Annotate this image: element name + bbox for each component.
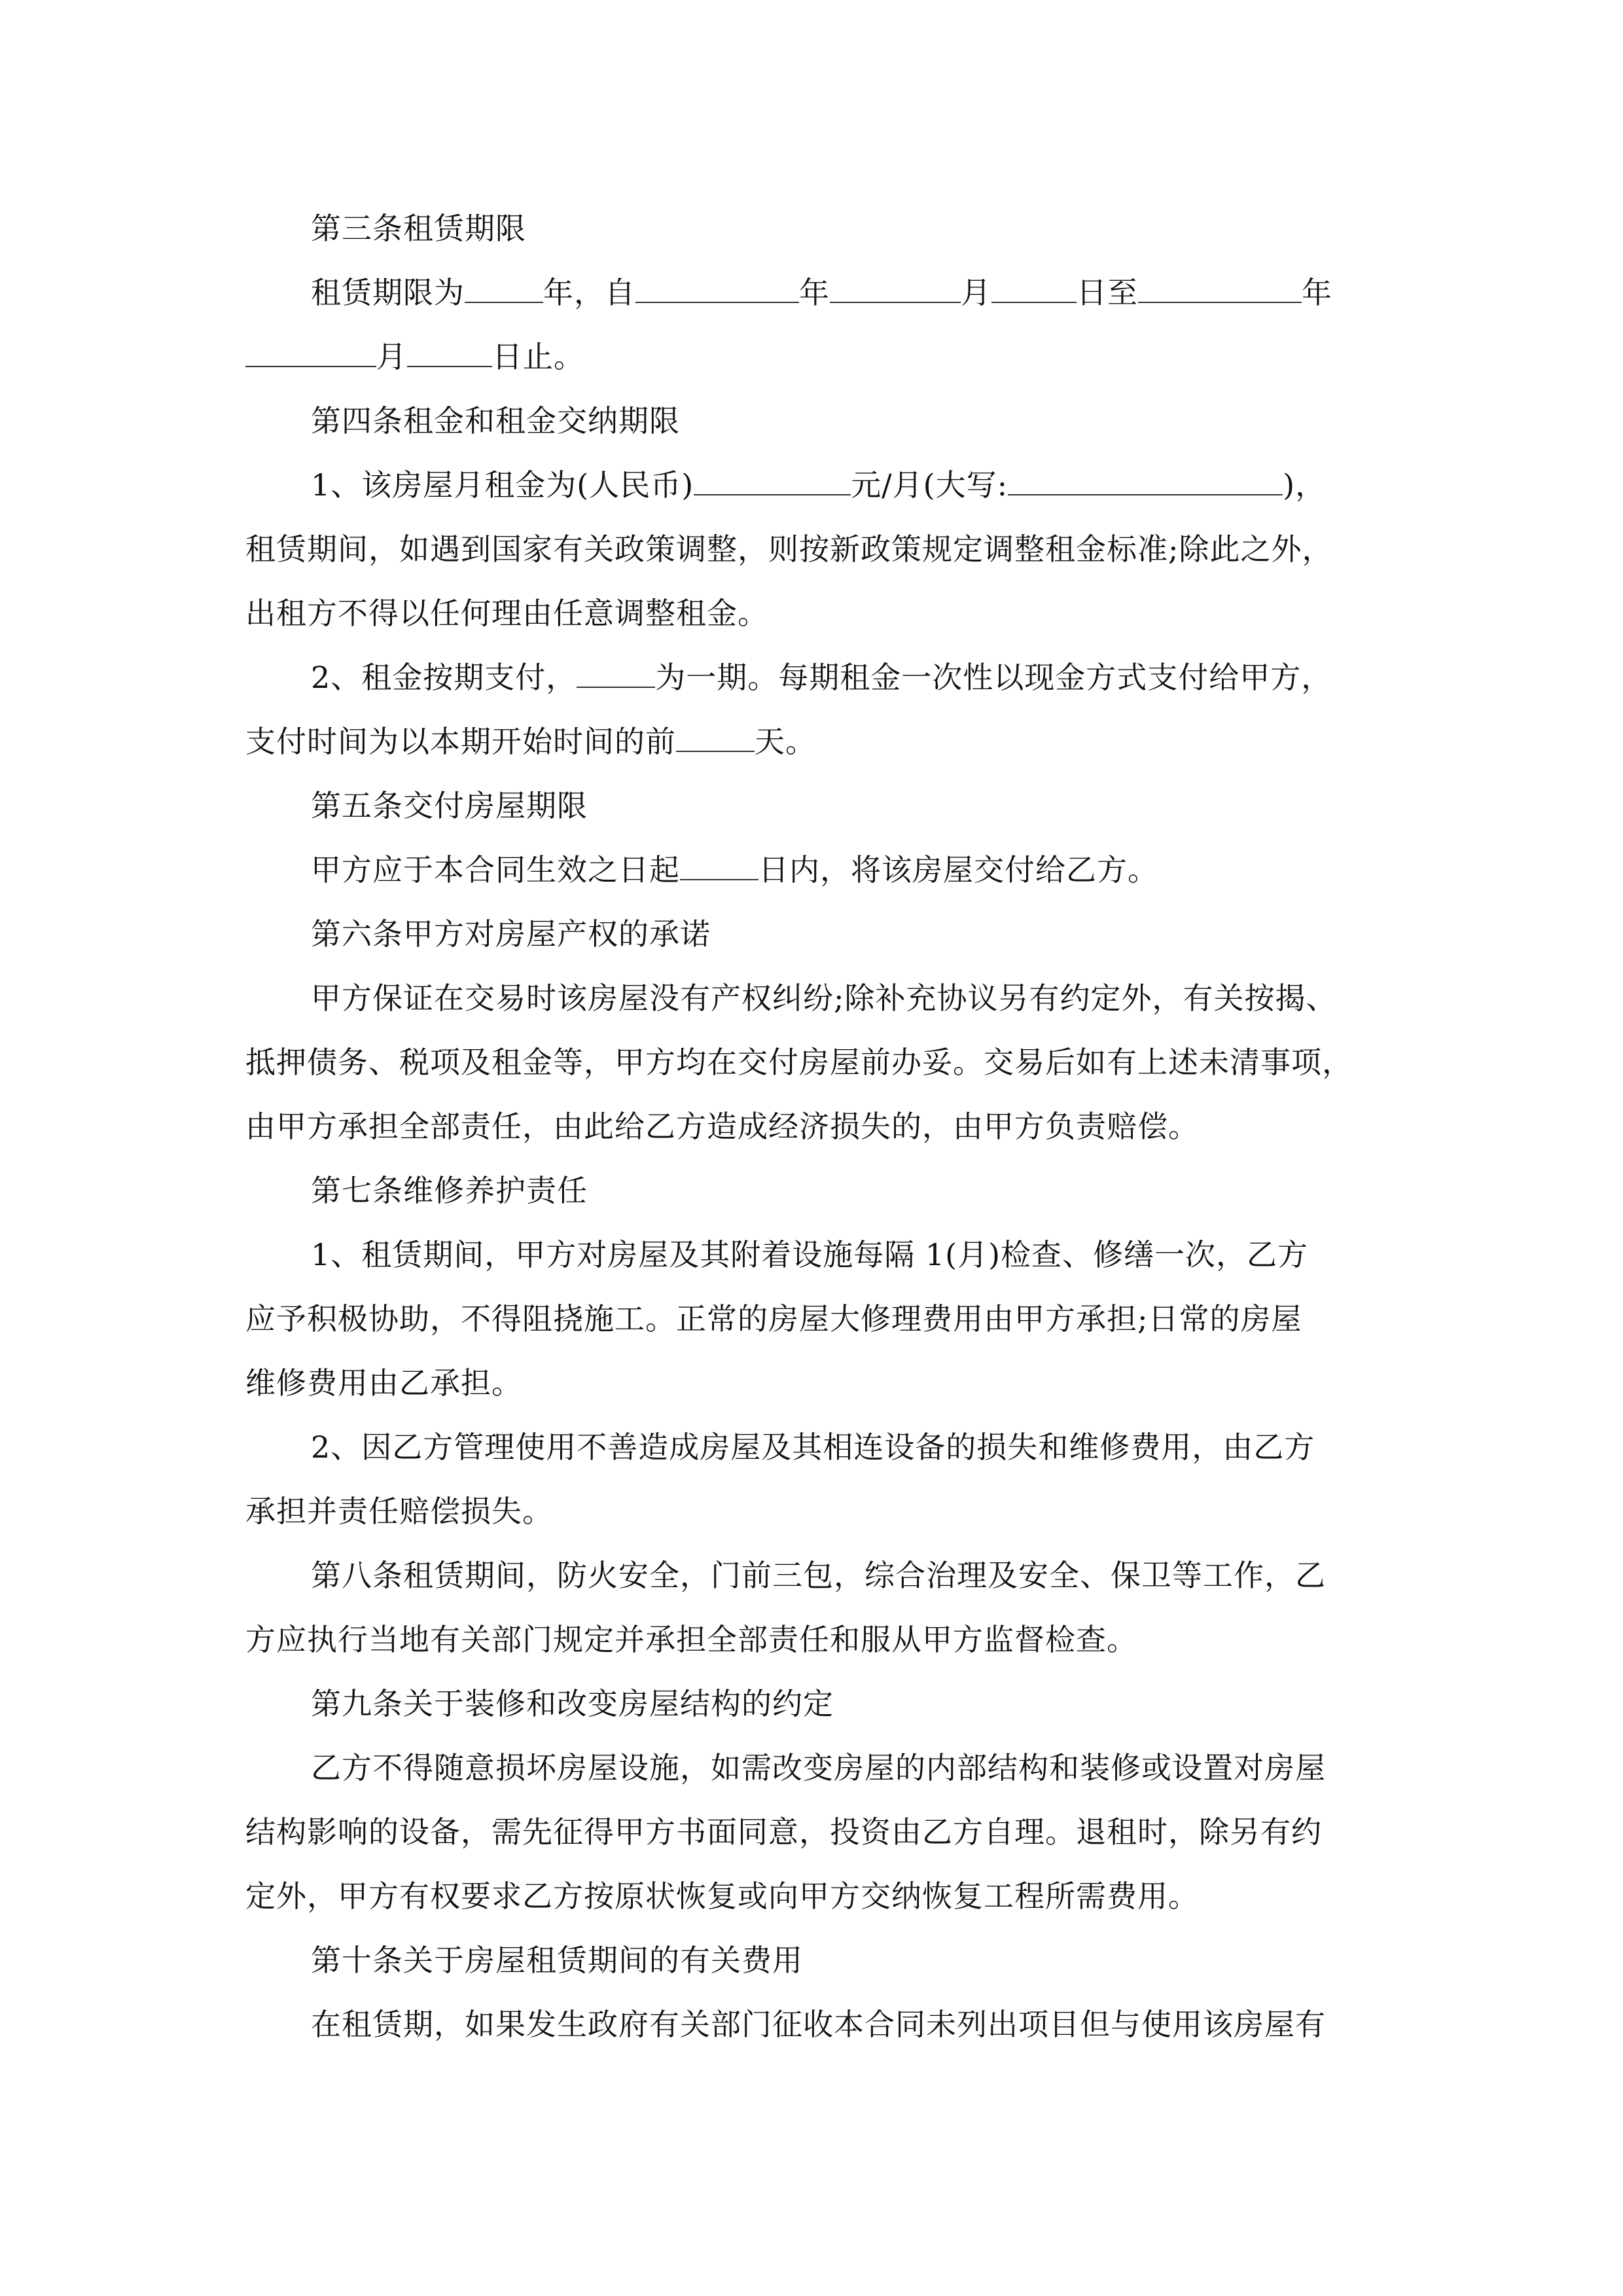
- article-4-para-2-line-1: [245, 645, 1384, 709]
- text-segment: )，: [1283, 467, 1327, 503]
- blank-end-day[interactable]: [407, 340, 492, 367]
- blank-end-month[interactable]: [245, 340, 376, 367]
- article-4-para-1-line-1: [245, 453, 1384, 517]
- article-4-para-1-line-3: 出租方不得以任何理由任意调整租金。: [245, 596, 768, 631]
- article-3-heading: [245, 196, 1384, 260]
- article-4-para-1-line-2: 租赁期间，如遇到国家有关政策调整，则按新政策规定调整租金标准;除此之外，: [245, 531, 1333, 567]
- text-segment: 1、该房屋月租金为(人民币): [311, 467, 694, 503]
- article-7-para-2-line-1: 2、因乙方管理使用不善造成房屋及其相连设备的损失和维修费用，由乙方: [311, 1429, 1315, 1465]
- text-segment: 日至: [1077, 275, 1138, 310]
- blank-end-year[interactable]: [1138, 276, 1302, 303]
- article-10-heading: [245, 1928, 1384, 1992]
- blank-start-day[interactable]: [991, 276, 1077, 303]
- text-segment: 日内，将该房屋交付给乙方。: [758, 852, 1158, 888]
- heading-text: 第四条租金和租金交纳期限: [311, 403, 680, 439]
- blank-years[interactable]: [465, 276, 543, 303]
- text-segment: 天。: [755, 724, 816, 759]
- text-segment: 2、租金按期支付，: [311, 660, 577, 695]
- text-segment: 租赁期限为: [311, 275, 465, 310]
- article-9-heading: [245, 1672, 1384, 1736]
- article-9-line-3: 定外，甲方有权要求乙方按原状恢复或向甲方交纳恢复工程所需费用。: [245, 1878, 1199, 1914]
- article-4-heading: [245, 389, 1384, 453]
- heading-text: 第九条关于装修和改变房屋结构的约定: [311, 1686, 834, 1721]
- text-segment: 元/月(大写:: [851, 467, 1008, 503]
- article-9-line-2: 结构影响的设备，需先征得甲方书面同意，投资由乙方自理。退租时，除另有约: [245, 1814, 1322, 1850]
- text-segment: 为一期。每期租金一次性以现金方式支付给甲方，: [655, 660, 1332, 695]
- heading-text: 第三条租赁期限: [311, 211, 526, 246]
- text-segment: 年: [799, 275, 830, 310]
- blank-delivery-days[interactable]: [680, 853, 758, 880]
- text-segment: 月: [376, 339, 407, 374]
- heading-text: 第六条甲方对房屋产权的承诺: [311, 916, 711, 952]
- text-segment: 日止。: [492, 339, 584, 374]
- document-body: [245, 196, 1384, 2056]
- article-7-para-2-line-2: 承担并责任赔偿损失。: [245, 1494, 553, 1529]
- text-segment: 月: [961, 275, 991, 310]
- blank-start-month[interactable]: [830, 276, 961, 303]
- article-4-para-2-line-2: [245, 709, 1384, 774]
- article-5-heading: [245, 774, 1384, 838]
- article-8-line-1: 第八条租赁期间，防火安全，门前三包，综合治理及安全、保卫等工作，乙: [311, 1558, 1326, 1593]
- blank-days-before[interactable]: [676, 725, 755, 752]
- text-segment: 年，自: [543, 275, 635, 310]
- article-5-line-1: [245, 838, 1384, 902]
- article-7-para-1-line-3: 维修费用由乙承担。: [245, 1365, 522, 1401]
- text-segment: 年: [1302, 275, 1332, 310]
- article-6-line-3: 由甲方承担全部责任，由此给乙方造成经济损失的，由甲方负责赔偿。: [245, 1109, 1199, 1144]
- heading-text: 第十条关于房屋租赁期间的有关费用: [311, 1943, 803, 1978]
- blank-payment-period[interactable]: [577, 660, 655, 688]
- article-9-line-1: 乙方不得随意损坏房屋设施，如需改变房屋的内部结构和装修或设置对房屋: [311, 1750, 1326, 1785]
- article-7-para-1-line-1: 1、租赁期间，甲方对房屋及其附着设施每隔 1(月)检查、修缮一次，乙方: [311, 1237, 1309, 1272]
- article-6-line-2: 抵押债务、税项及租金等，甲方均在交付房屋前办妥。交易后如有上述未清事项，: [245, 1045, 1353, 1080]
- text-segment: 支付时间为以本期开始时间的前: [245, 724, 676, 759]
- article-10-line-1: 在租赁期，如果发生政府有关部门征收本合同未列出项目但与使用该房屋有: [311, 2007, 1326, 2042]
- article-6-line-1: 甲方保证在交易时该房屋没有产权纠纷;除补充协议另有约定外，有关按揭、: [311, 980, 1337, 1016]
- text-segment: 甲方应于本合同生效之日起: [311, 852, 680, 888]
- blank-rent-in-words[interactable]: [1008, 468, 1283, 495]
- article-3-line-1: [245, 260, 1384, 325]
- article-8-line-2: 方应执行当地有关部门规定并承担全部责任和服从甲方监督检查。: [245, 1622, 1137, 1657]
- article-3-line-2: [245, 325, 1384, 389]
- blank-monthly-rent[interactable]: [694, 468, 851, 495]
- heading-text: 第七条维修养护责任: [311, 1173, 588, 1208]
- blank-start-year[interactable]: [635, 276, 799, 303]
- article-7-heading: [245, 1158, 1384, 1223]
- article-6-heading: [245, 902, 1384, 966]
- article-7-para-1-line-2: 应予积极协助，不得阻挠施工。正常的房屋大修理费用由甲方承担;日常的房屋: [245, 1301, 1302, 1336]
- heading-text: 第五条交付房屋期限: [311, 788, 588, 823]
